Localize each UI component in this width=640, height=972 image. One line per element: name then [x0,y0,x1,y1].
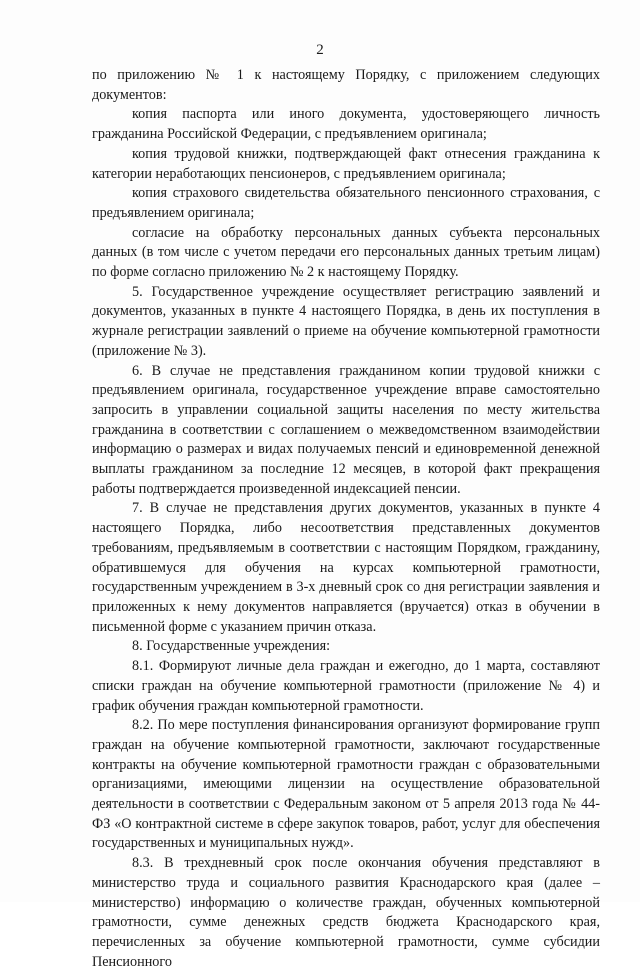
list-item-passport-copy: копия паспорта или иного документа, удостоверяющего личность гражданина Российской Федерации, с предъявлением оригинала; [92,106,600,143]
paragraph-8: 8. Государственные учреждения: [132,638,331,655]
document-body [92,66,600,972]
paragraph-continuation: по приложению № 1 к настоящему Порядку, с приложением следующих документов: [92,67,600,103]
list-item-insurance-certificate: копия страхового свидетельства обязательного пенсионного страхования, с предъявлением оригинала; [92,185,600,221]
page-number: 2 [316,42,324,58]
paragraph-6: 6. В случае не представления гражданином копии трудовой книжки с предъявлением оригинала, государственное учреждение вправе самостоятельно запросить в управлении социальной защиты населения по месту жительства гражданина в соответствии с соглашением о межведомственном взаимодействии информацию о размерах и видах получаемых пенсий и единовременной денежной выплаты гражданином за последние 12 месяцев, в которой факт прекращения работы подтверждается произведенной индексацией пенсии. [92,362,600,497]
paragraph-5: 5. Государственное учреждение осуществляет регистрацию заявлений и документов, указанных в пункте 4 настоящего Порядка, в день их поступления в журнале регистрации заявлений о приеме на обучение компьютерной грамотности (приложение № 3). [92,283,600,359]
paragraph-8-1: 8.1. Формируют личные дела граждан и ежегодно, до 1 марта, составляют списки граждан на обучение компьютерной грамотности (приложение № 4) и график обучения граждан компьютерной грамотности. [92,658,600,714]
paragraph-7: 7. В случае не представления других документов, указанных в пункте 4 настоящего Порядка, либо несоответствия представленных документов требованиям, предъявляемым в соответствии с настоящим Порядком, гражданину, обратившемуся для обучения на курсах компьютерной грамотности, государственным учреждением в 3-х дневный срок со дня регистрации заявления и приложенных к нему документов направляется (вручается) отказ в обучении в письменной форме с указанием причин отказа. [92,500,600,635]
list-item-workbook-copy: копия трудовой книжки, подтверждающей факт отнесения гражданина к категории неработающих пенсионеров, с предъявлением оригинала; [92,145,600,182]
paragraph-8-2: 8.2. По мере поступления финансирования организуют формирование групп граждан на обучение компьютерной грамотности, заключают государственные контракты на обучение компьютерной грамотности граждан с образовательными организациями, имеющими лицензии на осуществление образовательной деятельности в соответствии с Федеральным законом от 5 апреля 2013 года № 44-ФЗ «О контрактной системе в сфере закупок товаров, работ, услуг для обеспечения государственных и муниципальных нужд». [92,717,600,852]
list-item-data-consent: согласие на обработку персональных данных субъекта персональных данных (в том числе с учетом передачи его персональных данных третьим лицам) по форме согласно приложению № 2 к настоящему Порядку. [92,224,600,281]
paragraph-8-3: 8.3. В трехдневный срок после окончания обучения представляют в министерство труда и социального развития Краснодарского края (далее – министерство) информацию о количестве граждан, обученных компьютерной грамотности, сумме денежных средств бюджета Краснодарского края, перечисленных за обучение компьютерной грамотности, сумме субсидии Пенсионного [92,855,600,970]
